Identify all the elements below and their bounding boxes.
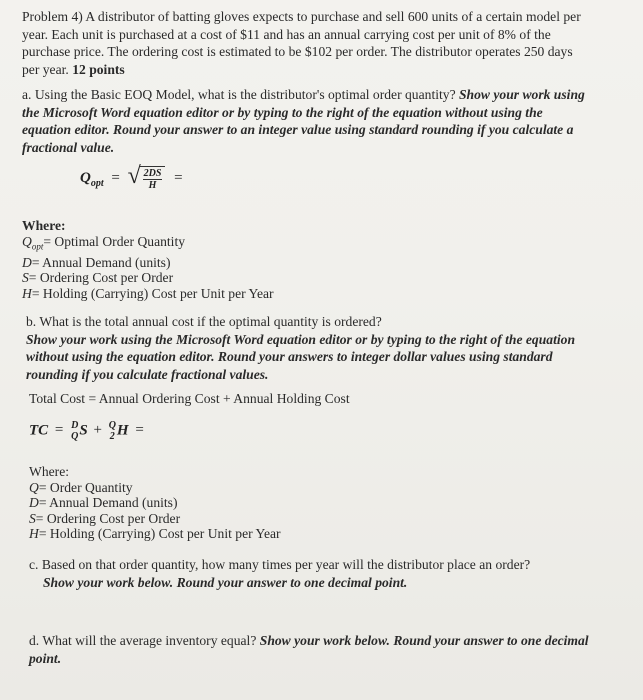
problem-line-2: year. Each unit is purchased at a cost of $11 and has an annual carrying cost per unit of 8% of the (22, 26, 551, 42)
part-b-question: b. What is the total annual cost if the optimal quantity is ordered? (26, 314, 382, 329)
part-b (26, 313, 626, 383)
tc-symbol: TC (29, 422, 49, 439)
tc-frac1-num: D (71, 420, 79, 431)
sqrt-icon: √ (127, 163, 141, 189)
def-qopt-symbol: Q (22, 233, 32, 249)
part-c (29, 556, 629, 591)
part-d-instr-1: Show your work below. Round your answer to one decimal (259, 633, 589, 648)
tc-equation (29, 420, 144, 442)
part-c-instr: Show your work below. Round your answer to one decimal point. (43, 574, 408, 590)
tc-equals: = (54, 422, 64, 439)
def-b-h-text: = Holding (Carrying) Cost per Unit per Year (38, 526, 281, 541)
problem-line-4 (22, 61, 622, 79)
def-s-text: = Ordering Cost per Order (28, 270, 174, 286)
part-a-line-1 (22, 86, 622, 104)
def-b-q-text: = Order Quantity (38, 479, 133, 495)
def-b-h-symbol: H (29, 526, 39, 541)
part-a-definitions (22, 218, 622, 301)
part-d-instr-2: point. (29, 650, 62, 666)
eq-numerator: 2DS (143, 168, 162, 179)
def-s (22, 270, 622, 286)
part-d (29, 632, 629, 667)
eoq-equation (80, 163, 183, 191)
eq-trailing-equals: = (174, 169, 183, 186)
def-d (22, 255, 622, 271)
part-b-definitions (29, 464, 629, 542)
tc-trailing-equals: = (135, 422, 144, 439)
tc-frac2-den: 2 (109, 431, 115, 442)
def-b-s-symbol: S (29, 510, 36, 526)
tc-plus: + (93, 422, 102, 439)
part-a-instr-1: Show your work using (459, 87, 585, 102)
def-b-s (29, 511, 629, 527)
def-qopt (22, 234, 622, 255)
tc-frac2-num: Q (108, 420, 116, 431)
def-b-h (29, 526, 629, 542)
problem-line-4-text: per year. (22, 61, 73, 77)
def-s-symbol: S (22, 270, 29, 286)
def-b-q (29, 480, 629, 496)
part-d-question: d. What will the average inventory equal? (29, 633, 260, 648)
part-a-where: Where: (22, 218, 66, 233)
part-a-intro: a. Using the Basic EOQ Model, what is the distributor's optimal order quantity? (22, 87, 459, 102)
tc-h-symbol: H (116, 422, 129, 439)
def-b-d-text: = Annual Demand (units) (38, 495, 178, 510)
problem-line-1: Problem 4) A distributor of batting gloves expects to purchase and sell 600 units of a certain model per (22, 9, 581, 24)
points-label: 12 points (72, 61, 125, 77)
def-h (22, 286, 622, 302)
total-cost-text: Total Cost = Annual Ordering Cost + Annual Holding Cost (29, 391, 350, 406)
eq-equals: = (111, 169, 120, 186)
part-a-instr-3: equation editor. Round your answer to an integer value using standard rounding if you calculate a (22, 122, 574, 137)
def-d-symbol: D (22, 254, 32, 270)
sqrt-expression (127, 163, 166, 191)
part-b-instr-2: without using the equation editor. Round your answers to integer dollar values using standard (26, 349, 553, 364)
tc-s-symbol: S (79, 422, 88, 439)
part-b-where: Where: (29, 464, 69, 479)
eq-denominator: H (148, 180, 157, 191)
part-a-instr-2: the Microsoft Word equation editor or by typing to the right of the equation without using the (22, 104, 543, 120)
def-d-text: = Annual Demand (units) (31, 254, 171, 270)
problem-line-3: purchase price. The ordering cost is estimated to be $102 per order. The distributor operates 250 days (22, 44, 573, 59)
def-qopt-sub: opt (31, 241, 44, 252)
def-b-d (29, 495, 629, 511)
eq-q-subscript: opt (90, 177, 104, 189)
total-cost-statement (29, 390, 629, 408)
part-a (22, 86, 622, 156)
def-b-s-text: = Ordering Cost per Order (35, 510, 181, 526)
part-a-instr-4: fractional value. (22, 139, 115, 155)
def-h-symbol: H (22, 285, 32, 301)
part-c-question: c. Based on that order quantity, how many times per year will the distributor place an order? (29, 557, 531, 572)
problem-statement (22, 8, 622, 78)
def-b-d-symbol: D (29, 495, 39, 510)
part-b-instr-3: rounding if you calculate fractional values. (26, 366, 269, 382)
part-b-instr-1: Show your work using the Microsoft Word equation editor or by typing to the right of the equation (26, 331, 575, 347)
eq-q-symbol: Q (80, 169, 91, 186)
def-h-text: = Holding (Carrying) Cost per Unit per Year (31, 285, 274, 301)
def-b-q-symbol: Q (29, 479, 39, 495)
part-d-line-1 (29, 632, 629, 650)
tc-frac1-den: Q (71, 431, 79, 442)
def-qopt-text: = Optimal Order Quantity (43, 233, 186, 249)
